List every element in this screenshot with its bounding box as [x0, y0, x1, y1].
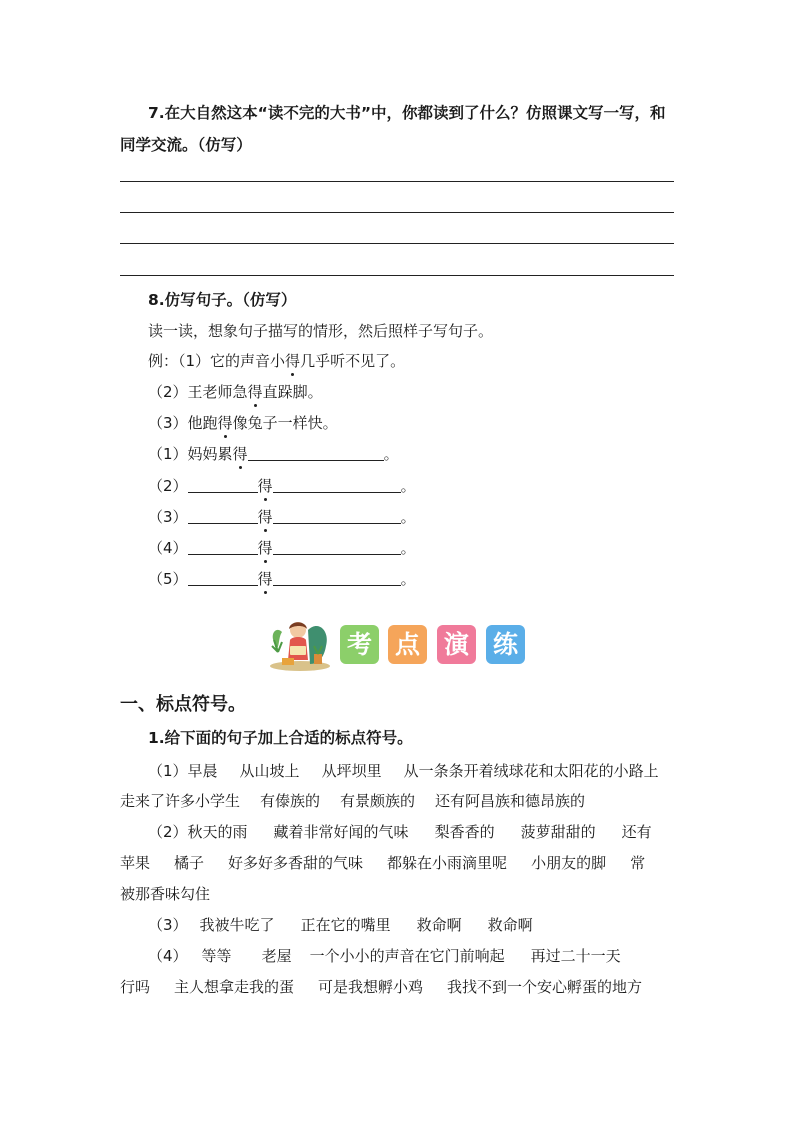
- answer-1-blank[interactable]: [248, 444, 384, 461]
- q8-answer-1: [148, 443, 399, 464]
- p2-line-3: [120, 883, 210, 904]
- p2-l1-seg-1: （2）秋天的雨: [148, 823, 248, 841]
- answer-4-num: （4）: [148, 539, 188, 557]
- p3-seg-2: 我被牛吃了: [199, 916, 275, 934]
- answer-3-num: （3）: [148, 508, 188, 526]
- p4-line-1: [148, 945, 621, 966]
- answer-3-period: 。: [400, 508, 416, 526]
- p1-l1-seg-3: 从坪坝里: [321, 762, 382, 780]
- answer-3-de: 得: [257, 508, 273, 526]
- p2-l2-seg-6: 常: [630, 854, 646, 872]
- p1-l2-seg-4: 还有阿昌族和德昂族的: [435, 792, 586, 810]
- p2-l1-seg-5: 还有: [621, 823, 652, 841]
- answer-line-3[interactable]: [120, 243, 674, 244]
- example-1-de: 得: [285, 352, 301, 370]
- p2-l2-seg-3: 好多好多香甜的气味: [228, 854, 364, 872]
- p2-l2-seg-2: 橘子: [174, 854, 205, 872]
- example-1-suffix: 几乎听不见了。: [300, 352, 406, 370]
- section-heading: 一、标点符号。: [120, 694, 246, 715]
- q8-example-2: [148, 381, 323, 402]
- answer-2-period: 。: [400, 477, 416, 495]
- p1-l2-seg-2: 有傣族的: [260, 792, 321, 810]
- answer-4-blank-b[interactable]: [273, 538, 401, 555]
- p2-l2-seg-5: 小朋友的脚: [531, 854, 607, 872]
- example-3-prefix: （3）他跑: [148, 414, 218, 432]
- answer-1-period: 。: [383, 445, 399, 463]
- q8-instruction: 读一读，想象句子描写的情形，然后照样子写句子。: [148, 322, 494, 340]
- p4-l2-seg-1: 行吗: [120, 978, 151, 996]
- p1-line-2: [120, 790, 585, 811]
- p1-l1-seg-4: 从一条条开着绒球花和太阳花的小路上: [403, 762, 659, 780]
- q8-example-1: [148, 350, 405, 371]
- p4-l2-seg-2: 主人想拿走我的蛋: [174, 978, 295, 996]
- girl-reading-illustration: [268, 616, 332, 672]
- p3-line: [148, 914, 533, 935]
- q8-example-3: [148, 412, 338, 433]
- answer-1-prefix: （1）妈妈累: [148, 445, 233, 463]
- q8-answer-3: [148, 506, 416, 527]
- q8-answer-2: [148, 475, 416, 496]
- answer-2-num: （2）: [148, 477, 188, 495]
- p4-l2-seg-3: 可是我想孵小鸡: [318, 978, 424, 996]
- example-3-suffix: 像兔子一样快。: [232, 414, 338, 432]
- answer-5-blank-b[interactable]: [273, 569, 401, 586]
- q7-title-line1: 7.在大自然这本“读不完的大书”中，你都读到了什么？仿照课文写一写，和: [148, 104, 666, 122]
- answer-5-blank-a[interactable]: [188, 569, 258, 586]
- p1-line-1: [148, 760, 659, 781]
- answer-4-de: 得: [257, 539, 273, 557]
- p4-l1-seg-5: 再过二十一天: [530, 947, 621, 965]
- answer-4-period: 。: [400, 539, 416, 557]
- answer-line-4[interactable]: [120, 275, 674, 276]
- p2-l1-seg-4: 菠萝甜甜的: [520, 823, 596, 841]
- answer-5-num: （5）: [148, 570, 188, 588]
- q7-title-line2: 同学交流。（仿写）: [120, 136, 252, 154]
- s1-q1-title: 1.给下面的句子加上合适的标点符号。: [148, 729, 413, 747]
- banner-tile-4: 练: [486, 625, 525, 664]
- example-3-de: 得: [217, 414, 233, 432]
- p2-l1-seg-3: 梨香香的: [434, 823, 495, 841]
- p2-line-1: [148, 821, 652, 842]
- banner-tile-3: 演: [437, 625, 476, 664]
- p3-seg-3: 正在它的嘴里: [300, 916, 391, 934]
- p1-l2-seg-3: 有景颇族的: [340, 792, 416, 810]
- p3-seg-1: （3）: [148, 916, 188, 934]
- q8-title: 8.仿写句子。（仿写）: [148, 291, 297, 309]
- p4-l1-seg-1: （4）: [148, 947, 188, 965]
- answer-3-blank-a[interactable]: [188, 507, 258, 524]
- p3-seg-5: 救命啊: [487, 916, 533, 934]
- p2-l1-seg-2: 藏着非常好闻的气味: [273, 823, 409, 841]
- banner-tile-2: 点: [388, 625, 427, 664]
- answer-line-1[interactable]: [120, 181, 674, 182]
- p1-l1-seg-1: （1）早晨: [148, 762, 218, 780]
- example-2-de: 得: [247, 383, 263, 401]
- answer-5-de: 得: [257, 570, 273, 588]
- p3-seg-4: 救命啊: [416, 916, 462, 934]
- q8-answer-4: [148, 537, 416, 558]
- answer-3-blank-b[interactable]: [273, 507, 401, 524]
- example-2-suffix: 直跺脚。: [262, 383, 323, 401]
- p2-l2-seg-4: 都躲在小雨滴里呢: [387, 854, 508, 872]
- answer-2-de: 得: [257, 477, 273, 495]
- banner-tile-1: 考: [340, 625, 379, 664]
- p4-l1-seg-3: 老屋: [261, 947, 292, 965]
- p1-l1-seg-2: 从山坡上: [239, 762, 300, 780]
- p2-l3-seg-1: 被那香味勾住: [120, 885, 211, 903]
- p4-line-2: [120, 976, 642, 997]
- p4-l1-seg-4: 一个小小的声音在它门前响起: [309, 947, 505, 965]
- answer-5-period: 。: [400, 570, 416, 588]
- p2-line-2: [120, 852, 645, 873]
- example-2-prefix: （2）王老师急: [148, 383, 248, 401]
- q8-answer-5: [148, 568, 416, 589]
- answer-line-2[interactable]: [120, 212, 674, 213]
- p4-l1-seg-2: 等等: [201, 947, 232, 965]
- p1-l2-seg-1: 走来了许多小学生: [120, 792, 241, 810]
- p2-l2-seg-1: 苹果: [120, 854, 151, 872]
- p4-l2-seg-4: 我找不到一个安心孵蛋的地方: [447, 978, 643, 996]
- example-1-prefix: 例：（1）它的声音小: [148, 352, 286, 370]
- answer-2-blank-a[interactable]: [188, 476, 258, 493]
- answer-1-de: 得: [232, 445, 248, 463]
- answer-2-blank-b[interactable]: [273, 476, 401, 493]
- answer-4-blank-a[interactable]: [188, 538, 258, 555]
